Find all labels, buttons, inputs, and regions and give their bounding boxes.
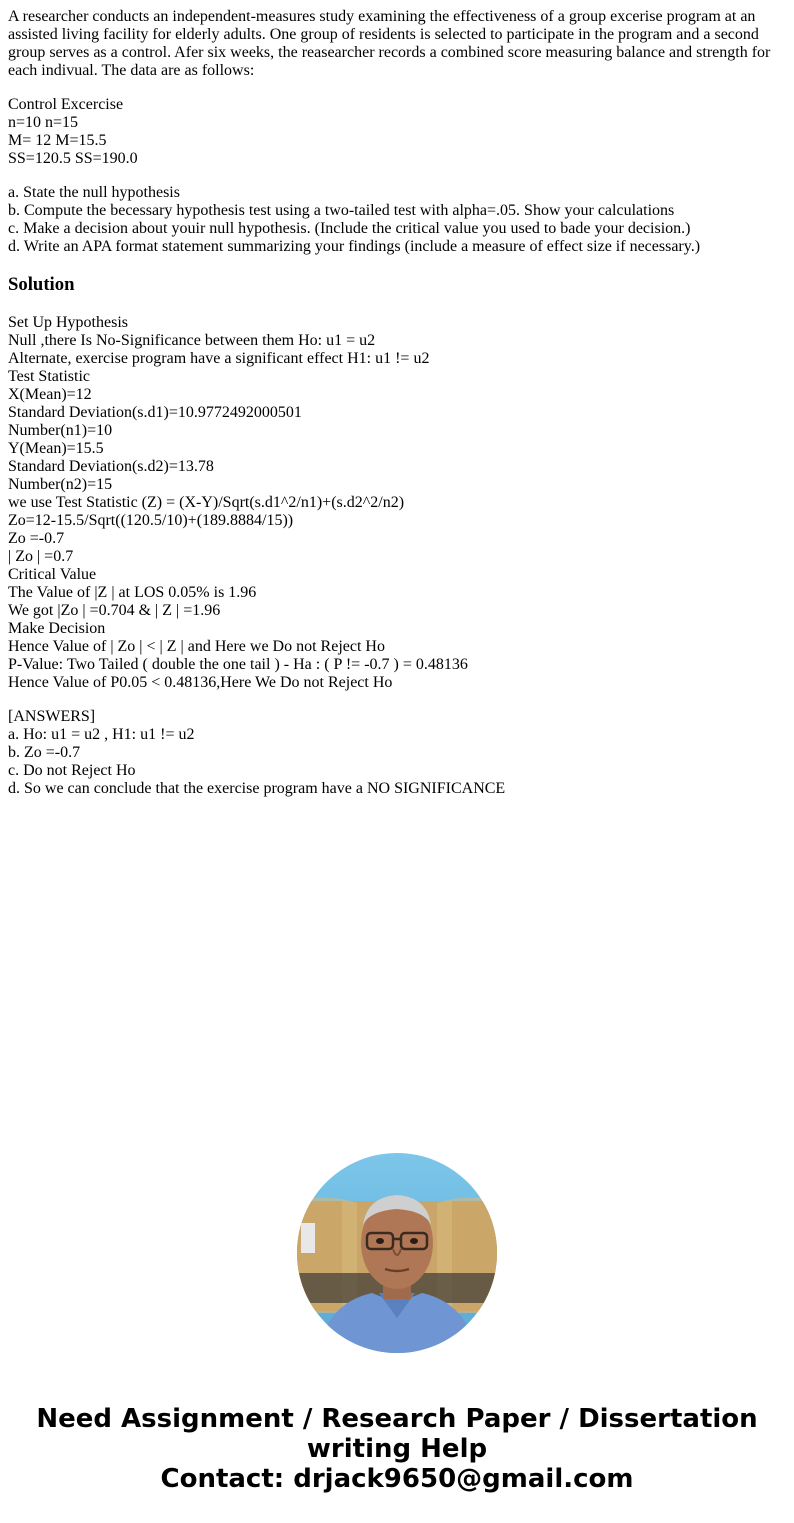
banner-line-2: writing Help bbox=[306, 1434, 488, 1464]
banner-line-1: Need Assignment / Research Paper / Dissertation bbox=[36, 1404, 758, 1434]
banner-contact: Contact: drjack9650@gmail.com bbox=[160, 1464, 634, 1494]
solution-line: Number(n2)=15 bbox=[8, 476, 113, 493]
solution-line: Zo=12-15.5/Sqrt((120.5/10)+(189.8884/15)) bbox=[8, 512, 294, 529]
answer-line: d. So we can conclude that the exercise program have a NO SIGNIFICANCE bbox=[8, 780, 506, 797]
question-intro: A researcher conducts an independent-measures study examining the effectiveness of a group excerise program at an assisted living facility for elderly adults. One group of residents is selected to participate in the program and a second group serves as a control. Afer six weeks, the reasearcher records a combined score measuring balance and strength for each indivual. The data are as follows: bbox=[8, 8, 771, 79]
solution-line: Critical Value bbox=[8, 566, 97, 583]
solution-line: Zo =-0.7 bbox=[8, 530, 65, 547]
solution-line: Hence Value of P0.05 < 0.48136,Here We Do not Reject Ho bbox=[8, 674, 393, 691]
data-line: SS=120.5 SS=190.0 bbox=[8, 150, 138, 167]
question-part: a. State the null hypothesis bbox=[8, 184, 180, 201]
solution-line: We got |Zo | =0.704 & | Z | =1.96 bbox=[8, 602, 221, 619]
solution-line: Hence Value of | Zo | < | Z | and Here we Do not Reject Ho bbox=[8, 638, 385, 655]
solution-line: we use Test Statistic (Z) = (X-Y)/Sqrt(s.d1^2/n1)+(s.d2^2/n2) bbox=[8, 494, 405, 511]
solution-line: P-Value: Two Tailed ( double the one tail ) - Ha : ( P != -0.7 ) = 0.48136 bbox=[8, 656, 468, 673]
solution-line: Y(Mean)=15.5 bbox=[8, 440, 104, 457]
data-line: M= 12 M=15.5 bbox=[8, 132, 107, 149]
question-part: b. Compute the becessary hypothesis test using a two-tailed test with alpha=.05. Show your calculations bbox=[8, 202, 675, 219]
question-parts bbox=[8, 184, 786, 256]
question-part: d. Write an APA format statement summarizing your findings (include a measure of effect size if necessary.) bbox=[8, 238, 701, 255]
solution-line: Null ,there Is No-Significance between them Ho: u1 = u2 bbox=[8, 332, 376, 349]
solution-steps bbox=[8, 314, 786, 692]
solution-heading: Solution bbox=[8, 274, 75, 295]
solution-line: Standard Deviation(s.d2)=13.78 bbox=[8, 458, 214, 475]
solution-line: X(Mean)=12 bbox=[8, 386, 92, 403]
answer-line: b. Zo =-0.7 bbox=[8, 744, 81, 761]
data-line: n=10 n=15 bbox=[8, 114, 79, 131]
answer-line: a. Ho: u1 = u2 , H1: u1 != u2 bbox=[8, 726, 195, 743]
solution-line: Set Up Hypothesis bbox=[8, 314, 128, 331]
author-portrait bbox=[297, 1153, 497, 1353]
solution-line: The Value of |Z | at LOS 0.05% is 1.96 bbox=[8, 584, 257, 601]
solution-line: Make Decision bbox=[8, 620, 106, 637]
solution-line: Number(n1)=10 bbox=[8, 422, 113, 439]
solution-line: Test Statistic bbox=[8, 368, 90, 385]
answer-line: [ANSWERS] bbox=[8, 708, 96, 725]
data-line: Control Excercise bbox=[8, 96, 124, 113]
answer-line: c. Do not Reject Ho bbox=[8, 762, 136, 779]
solution-line: | Zo | =0.7 bbox=[8, 548, 74, 565]
document-body bbox=[8, 8, 786, 814]
solution-line: Alternate, exercise program have a significant effect H1: u1 != u2 bbox=[8, 350, 430, 367]
author-avatar bbox=[297, 1153, 497, 1353]
answers-block bbox=[8, 708, 786, 798]
data-table bbox=[8, 96, 786, 168]
question-part: c. Make a decision about youir null hypothesis. (Include the critical value you used to bade your decision.) bbox=[8, 220, 691, 237]
contact-banner bbox=[0, 1404, 794, 1494]
solution-line: Standard Deviation(s.d1)=10.9772492000501 bbox=[8, 404, 302, 421]
